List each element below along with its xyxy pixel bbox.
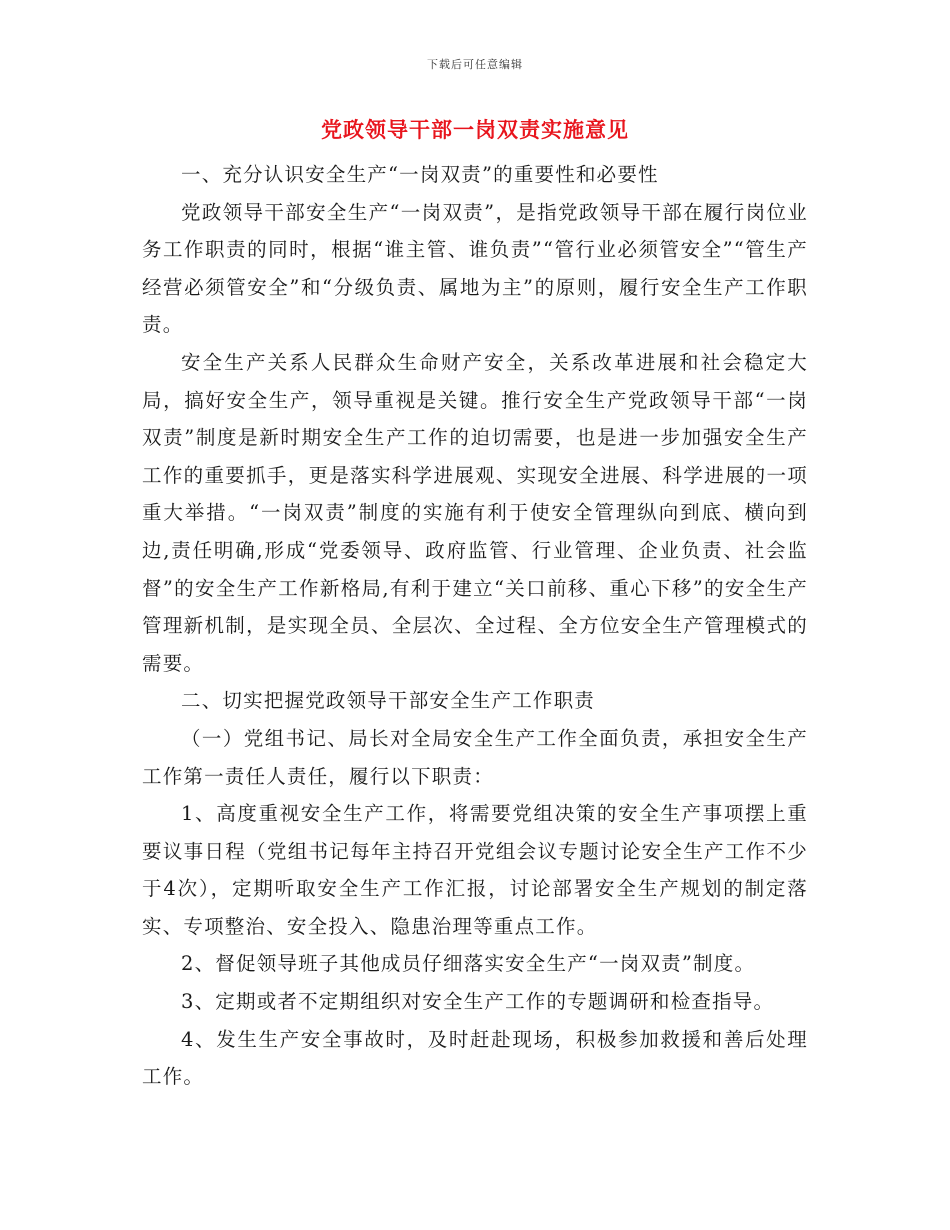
duty-item-3: 3、定期或者不定期组织对安全生产工作的专题调研和检查指导。	[181, 990, 775, 1014]
paragraph-definition: 党政领导干部安全生产“一岗双责”，是指党政领导干部在履行岗位业务工作职责的同时，根据“谁主管、谁负责”“管行业必须管安全”“管生产经营必须管安全”和“分级负责、属地为主”的原则，履行安全生产工作职责。	[142, 200, 808, 337]
header-note: 下载后可任意编辑	[427, 58, 523, 71]
duty-item-4: 4、发生生产安全事故时，及时赶赴现场，积极参加救援和善后处理工作。	[142, 1027, 808, 1089]
duty-item-2: 2、督促领导班子其他成员仔细落实安全生产“一岗双责”制度。	[181, 952, 756, 976]
document-body	[142, 156, 808, 1096]
paragraph-importance: 安全生产关系人民群众生命财产安全，关系改革进展和社会稳定大局，搞好安全生产，领导重视是关键。推行安全生产党政领导干部“一岗双责”制度是新时期安全生产工作的迫切需要，也是进一步加强安全生产工作的重要抓手，更是落实科学进展观、实现安全进展、科学进展的一项重大举措。“一岗双责”制度的实施有利于使安全管理纵向到底、横向到边,责任明确,形成“党委领导、政府监管、行业管理、企业负责、社会监督”的安全生产工作新格局,有利于建立“关口前移、重心下移”的安全生产管理新机制，是实现全员、全层次、全过程、全方位安全生产管理模式的需要。	[142, 350, 808, 675]
document-title: 党政领导干部一岗双责实施意见	[321, 117, 629, 142]
duty-item-1: 1、高度重视安全生产工作，将需要党组决策的安全生产事项摆上重要议事日程（党组书记每年主持召开党组会议专题讨论安全生产工作不少于4次），定期听取安全生产工作汇报，讨论部署安全生产规划的制定落实、专项整治、安全投入、隐患治理等重点工作。	[142, 802, 808, 938]
section-heading-1: 一、充分认识安全生产“一岗双责”的重要性和必要性	[181, 163, 659, 186]
subsection-heading-1: （一）党组书记、局长对全局安全生产工作全面负责，承担安全生产工作第一责任人责任，履行以下职责：	[142, 726, 808, 788]
section-heading-2: 二、切实把握党政领导干部安全生产工作职责	[181, 689, 596, 713]
